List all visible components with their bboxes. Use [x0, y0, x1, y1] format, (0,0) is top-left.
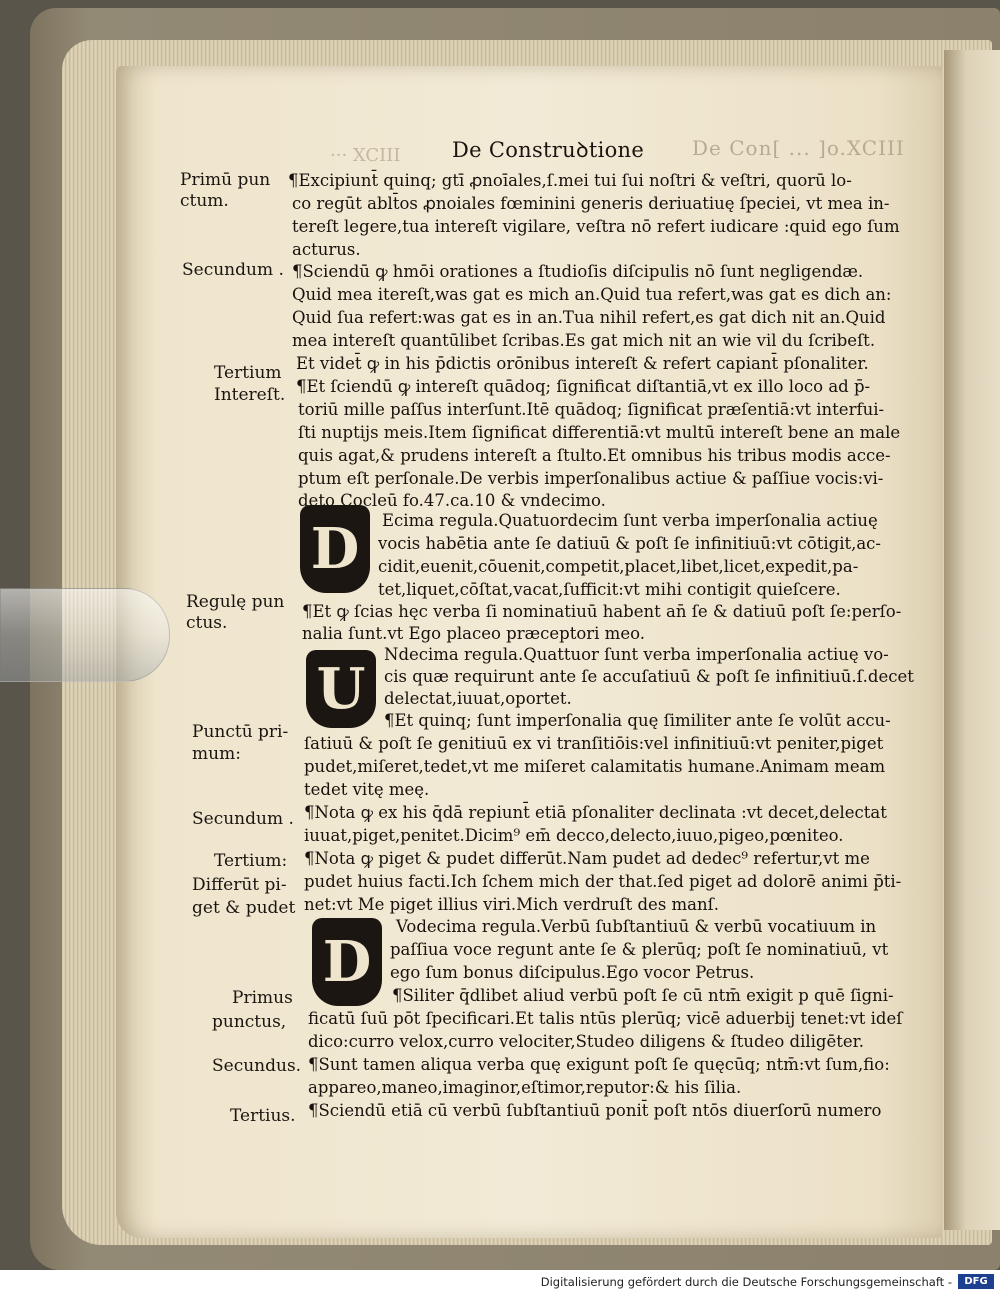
text-line: pudet,miſeret,tedet,vt me miſeret calamitatis humane.Animam meam	[304, 757, 886, 776]
text-line: quis agat,& prudens intereſt a ſtulto.Et omnibus his tribus modis acce-	[298, 446, 891, 465]
margin-note: get & pudet	[192, 898, 296, 918]
margin-note: ctus.	[186, 613, 228, 633]
text-line: vocis habētia ante ſe datiuū & poſt ſe infinitiuū:vt cōtigit,ac-	[378, 534, 882, 553]
text-line: delectat,iuuat,oportet.	[384, 689, 572, 708]
text-line: acturus.	[292, 240, 361, 259]
margin-note: punctus,	[212, 1012, 287, 1032]
text-line: ¶Et quinq; ſunt imperſonalia quę ſimiliter ante ſe volūt accu-	[384, 711, 891, 730]
text-line: deto Cocleū fo.47.ca.10 & vndecimo.	[298, 491, 606, 510]
facing-page-edge	[944, 50, 1000, 1230]
text-line: ſatiuū & poſt ſe genitiuū ex vi tranſitiōis:vel infinitiuū:vt peniter,piget	[304, 734, 884, 753]
margin-note: Punctū pri-	[192, 722, 289, 742]
glass-page-weight	[0, 588, 170, 682]
text-line: ſti nuptijs meis.Item ſignificat differentiā:vt multū intereſt bene an male	[298, 423, 901, 442]
decorated-initial: D	[312, 918, 382, 1006]
text-line: nalia ſunt.vt Ego placeo præceptori meo.	[302, 624, 645, 643]
text-line: ficatū ſuū pōt ſpecificari.Et talis ntūs plerūq; vicē aduerbij tenet:vt ideſ	[308, 1009, 903, 1028]
margin-note: Tertium:	[214, 851, 288, 871]
text-line: ¶Sciendū ꝙ hmōi orationes a ſtudioſis diſcipulis nō ſunt negligendæ.	[292, 262, 864, 281]
text-line: cis quæ requirunt ante ſe accuſatiuū & poſt ſe infinitiuū.ſ.decet	[384, 667, 914, 686]
text-line: pudet huius facti.Ich ſchem mich der that.ſed piget ad dolorē animi p̄ti-	[304, 872, 902, 891]
margin-note: ctum.	[180, 191, 229, 211]
text-line: Ecima regula.Quatuordecim ſunt verba imperſonalia actiuę	[382, 511, 878, 530]
text-line: ego ſum bonus diſcipulus.Ego vocor Petrus.	[390, 963, 755, 982]
funding-credit: Digitalisierung gefördert durch die Deutsche Forschungsgemeinschaft -	[540, 1275, 952, 1289]
margin-note: Tertium	[214, 363, 282, 383]
text-line: co regūt ablt̄os ꝓnoiales fœminini generis deriuatiuę ſpeciei, vt mea in-	[292, 194, 890, 213]
margin-note: mum:	[192, 744, 241, 764]
margin-note: Regulę pun	[186, 592, 285, 612]
text-line: tedet vitę meę.	[304, 780, 430, 799]
margin-note: Secundum .	[192, 809, 294, 829]
margin-note: Intereſt.	[214, 385, 286, 405]
text-line: dico:curro velox,curro velociter,Studeo diligens & ſtudeo diligēter.	[308, 1032, 864, 1051]
text-line: Quid mea itereſt,was gat es mich an.Quid tua refert,was gat es dich an:	[292, 285, 892, 304]
text-line: Quid ſua refert:was gat es in an.Tua nihil refert,es gat dich nit an.Quid	[292, 308, 886, 327]
show-through-text-right: De Con[ ... ]o.XCIII	[692, 136, 905, 160]
margin-note: Tertius.	[230, 1106, 296, 1126]
text-line: ¶Sunt tamen aliqua verba quę exigunt poſt ſe quęcūq; ntm̄:vt ſum,fio:	[308, 1055, 890, 1074]
decorated-initial: D	[300, 505, 370, 593]
text-line: ¶Et ſciendū ꝙ intereſt quādoq; ſignificat diſtantiā,vt ex illo loco ad p̄-	[296, 377, 871, 396]
text-line: Vodecima regula.Verbū ſubſtantiuū & verbū vocatiuum in	[396, 917, 877, 936]
text-line: ¶Sciendū etiā cū verbū ſubſtantiuū ponit̄ poſt ntōs diuerſorū numero	[308, 1101, 882, 1120]
text-line: ¶Excipiunt̄ quinq; gtī ꝓnoīales,ſ.mei tui ſui noſtri & veſtri, quorū lo-	[288, 171, 852, 190]
margin-note: Primus	[232, 988, 293, 1008]
show-through-text-left: ··· XCIII	[330, 145, 401, 166]
text-line: toriū mille paſſus interſunt.Itē quādoq; ſignificat præſentiā:vt interfui-	[298, 400, 885, 419]
text-line: ¶Et ꝙ ſcias hęc verba ſi nominatiuū habent an̄ ſe & datiuū poſt ſe:perſo-	[302, 602, 902, 621]
margin-note: Secundus.	[212, 1056, 302, 1076]
footer-bar	[0, 1270, 1000, 1292]
text-line: iuuat,piget,penitet.Dicim⁹ em̄ decco,delecto,iuuo,pigeo,pœniteo.	[304, 826, 844, 845]
text-line: paſſiua voce regunt ante ſe & plerūq; poſt ſe nominatiuū, vt	[390, 940, 889, 959]
margin-note: Primū pun	[180, 170, 271, 190]
text-line: Ndecima regula.Quattuor ſunt verba imperſonalia actiuę vo-	[384, 645, 889, 664]
text-line: ¶Siliter q̄dlibet aliud verbū poſt ſe cū ntm̄ exigit p quē ſigni-	[392, 986, 894, 1005]
text-line: net:vt Me piget illius viri.Mich verdruſt des manſ.	[304, 895, 719, 914]
text-line: ¶Nota ꝙ ex his q̄dā repiunt̄ etiā pſonaliter declinata :vt decet,delectat	[304, 803, 887, 822]
text-line: tereſt legere,tua intereſt vigilare, veſtra nō refert iudicare :quid ego ſum	[292, 217, 900, 236]
text-line: Et videt̄ ꝙ in his p̄dictis orōnibus intereſt & refert capiant̄ pſonaliter.	[296, 354, 869, 373]
running-header: De Construꝺtione	[452, 138, 645, 162]
text-line: cidit,euenit,cōuenit,competit,placet,libet,licet,expedit,pa-	[378, 557, 859, 576]
text-line: ¶Nota ꝙ piget & pudet differūt.Nam pudet ad dedec⁹ refertur,vt me	[304, 849, 870, 868]
margin-note: Differūt pi-	[192, 875, 287, 895]
margin-note: Secundum .	[182, 260, 284, 280]
decorated-initial: U	[306, 650, 376, 728]
text-line: mea intereſt quantūlibet ſcribas.Es gat mich nit an wie vil du ſcribeſt.	[292, 331, 876, 350]
text-line: tet,liquet,cōſtat,vacat,ſufficit:vt mihi contigit quieſcere.	[378, 580, 841, 599]
dfg-logo: DFG	[958, 1274, 994, 1289]
text-line: appareo,maneo,imaginor,eſtimor,reputor:& his ſilia.	[308, 1078, 742, 1097]
text-line: ptum eſt perſonale.De verbis imperſonalibus actiue & paſſiue vocis:vi-	[298, 469, 884, 488]
